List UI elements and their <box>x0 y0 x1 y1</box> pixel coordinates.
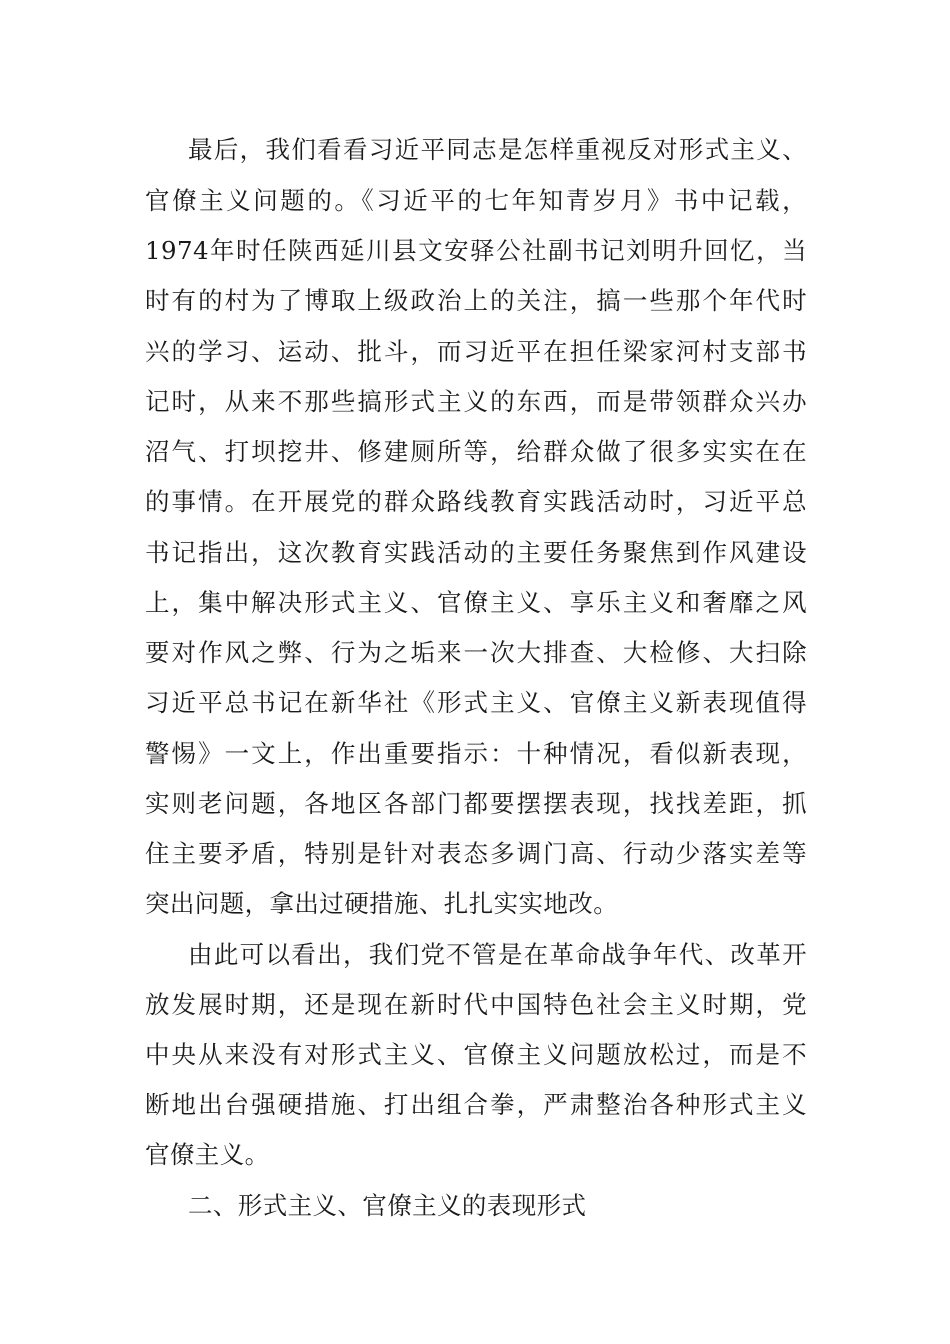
paragraph-1-line-15: 住主要矛盾，特别是针对表态多调门高、行动少落实差等 <box>145 839 807 868</box>
paragraph-2-line-2: 放发展时期，还是现在新时代中国特色社会主义时期，党 <box>145 990 807 1019</box>
paragraph-1-line-2: 官僚主义问题的。《习近平的七年知青岁月》书中记载， <box>145 186 807 215</box>
paragraph-1-line-9: 书记指出，这次教育实践活动的主要任务聚焦到作风建设 <box>145 538 807 567</box>
section-heading: 二、形式主义、官僚主义的表现形式 <box>188 1191 587 1220</box>
paragraph-1-line-14: 实则老问题，各地区各部门都要摆摆表现，找找差距，抓 <box>145 789 807 818</box>
paragraph-1-line-13: 警惕》一文上，作出重要指示：十种情况，看似新表现， <box>145 739 807 768</box>
paragraph-1-line-16: 突出问题，拿出过硬措施、扎扎实实地改。 <box>145 889 619 918</box>
paragraph-1-line-7: 沼气、打坝挖井、修建厕所等，给群众做了很多实实在在 <box>145 437 807 466</box>
paragraph-1-line-4: 时有的村为了博取上级政治上的关注，搞一些那个年代时 <box>145 286 807 315</box>
paragraph-1-line-12: 习近平总书记在新华社《形式主义、官僚主义新表现值得 <box>145 688 807 717</box>
paragraph-1-line-3: 1974年时任陕西延川县文安驿公社副书记刘明升回忆，当 <box>145 236 807 265</box>
paragraph-1-line-8: 的事情。在开展党的群众路线教育实践活动时，习近平总 <box>145 487 807 516</box>
paragraph-2-line-4: 断地出台强硬措施、打出组合拳，严肃整治各种形式主义 <box>145 1090 807 1119</box>
paragraph-2-line-5: 官僚主义。 <box>145 1140 270 1169</box>
paragraph-1-line-5: 兴的学习、运动、批斗，而习近平在担任梁家河村支部书 <box>145 337 807 366</box>
paragraph-1-line-10: 上，集中解决形式主义、官僚主义、享乐主义和奢靡之风 <box>145 588 807 617</box>
paragraph-2-line-3: 中央从来没有对形式主义、官僚主义问题放松过，而是不 <box>145 1040 807 1069</box>
paragraph-1-line-1: 最后，我们看看习近平同志是怎样重视反对形式主义、 <box>188 135 807 164</box>
paragraph-2-line-1: 由此可以看出，我们党不管是在革命战争年代、改革开 <box>188 940 807 969</box>
paragraph-1-line-11: 要对作风之弊、行为之垢来一次大排查、大检修、大扫除 <box>145 638 807 667</box>
paragraph-1-line-6: 记时，从来不那些搞形式主义的东西，而是带领群众兴办 <box>145 387 807 416</box>
